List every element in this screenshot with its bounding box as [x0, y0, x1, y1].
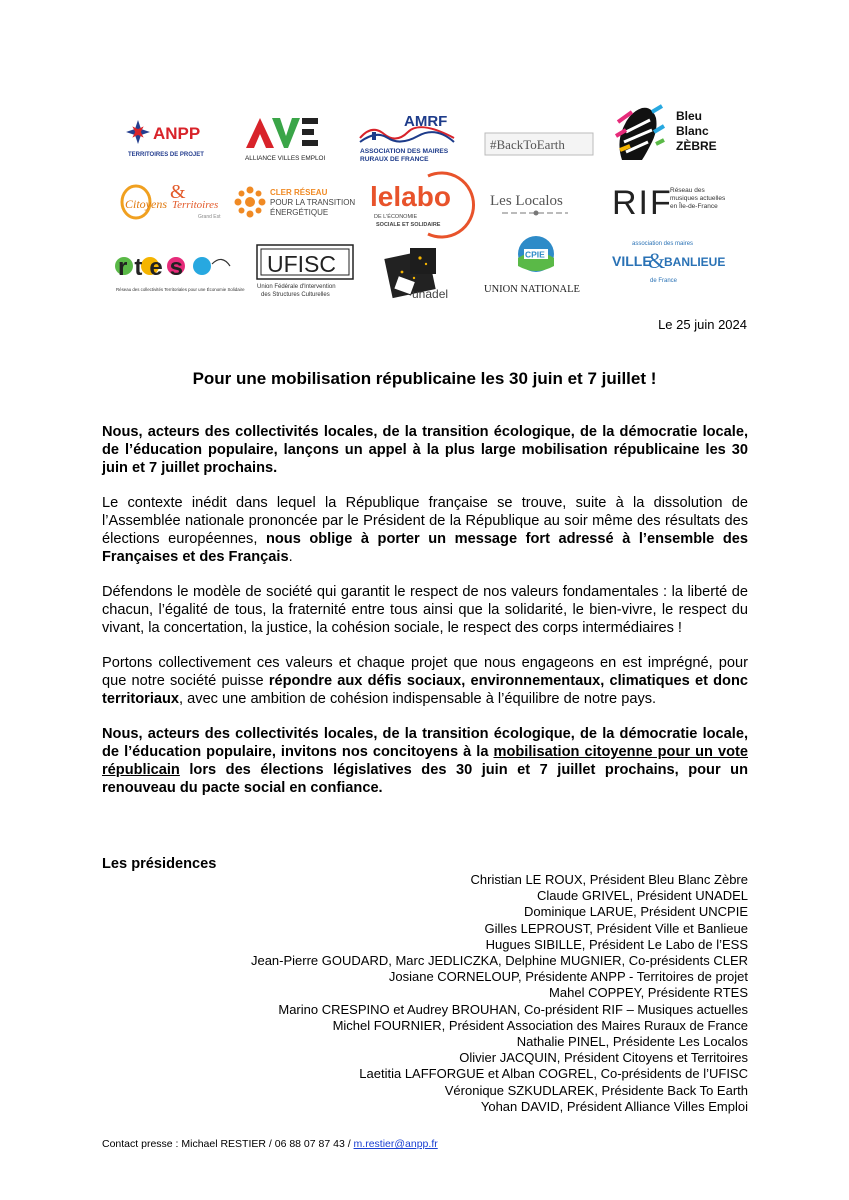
signatory: Laetitia LAFFORGUE et Alban COGREL, Co-présidents de l’UFISC	[359, 1066, 748, 1082]
labo-name1: le	[370, 181, 394, 212]
ave-subtitle: ALLIANCE VILLES EMPLOI	[245, 155, 326, 162]
bbz-line2: Blanc	[676, 124, 709, 138]
anpp-subtitle: TERRITOIRES DE PROJET	[128, 152, 204, 158]
rif-name: RIF	[612, 184, 673, 222]
anpp-logo	[125, 112, 220, 162]
signatory: Hugues SIBILLE, Président Le Labo de l’ESS	[485, 936, 748, 952]
ave-v-shape	[272, 118, 300, 148]
rif-line3: en Île-de-France	[670, 203, 718, 210]
cler-line1: CLER RÉSEAU	[270, 188, 328, 197]
unadel-logo	[382, 244, 462, 302]
paragraph-2-emphasis: nous oblige à porter un message fort adressé à l’ensemble des Françaises et des Français	[102, 531, 748, 565]
cler-sun-icon	[235, 187, 266, 218]
vb-amp: &	[648, 248, 666, 273]
presidences-heading: Les présidences	[102, 856, 217, 872]
ufisc-logo	[253, 243, 357, 299]
partner-logos	[0, 0, 849, 310]
uncpie-name: UNION NATIONALE	[484, 284, 580, 295]
back-to-earth-name: #BackToEarth	[490, 137, 565, 152]
citoyens-name1: Citoyens	[125, 197, 167, 211]
cler-logo	[232, 182, 360, 222]
citoyens-territoires-logo	[120, 180, 220, 224]
press-contact-label: Contact presse : Michael RESTIER / 06 88 07 87 43 /	[102, 1138, 354, 1150]
paragraph-3: Défendons le modèle de société qui garantit le respect de nos valeurs fondamentales : la liberté de chacun, l’égalité de tous, la fraternité entre tous ainsi que la solidarité, le bien-vivre, le respect du vivant, la concertation, la justice, la cohésion sociale, le respect des corps intermédiaires !	[102, 584, 748, 636]
press-contact-email-link[interactable]: m.restier@anpp.fr	[353, 1138, 438, 1150]
signatory: Dominique LARUE, Président UNCPIE	[524, 904, 748, 920]
bbz-line1: Bleu	[676, 109, 703, 123]
ufisc-line1: Union Fédérale d'Intervention	[257, 284, 336, 290]
unadel-name: unadel	[412, 287, 449, 301]
paragraph-4	[102, 654, 748, 708]
rif-logo	[610, 180, 734, 222]
citoyens-name2: Territoires	[172, 199, 219, 211]
document-date: Le 25 juin 2024	[658, 317, 747, 332]
rif-line2: musiques actuelles	[670, 195, 726, 202]
paragraph-5-text: Nous, acteurs des collectivités locales, de la transition écologique, de la démocratie locale, de l’éducation populaire, invitons nos concitoyens à la	[102, 726, 748, 760]
signatory: Josiane CORNELOUP, Présidente ANPP - Territoires de projet	[388, 969, 748, 985]
vb-top1: association des maires	[632, 241, 694, 247]
signatory: Mahel COPPEY, Présidente RTES	[549, 985, 748, 1001]
labo-line1: DE L'ÉCONOMIE	[374, 214, 418, 220]
labo-name2: labo	[393, 181, 451, 212]
signatory: Claude GRIVEL, Président UNADEL	[537, 888, 748, 904]
signatory: Christian LE ROUX, Président Bleu Blanc Zèbre	[470, 872, 748, 887]
back-to-earth-logo	[484, 132, 594, 156]
citoyens-region: Grand Est	[198, 214, 221, 220]
vb-name1: VILLE	[612, 253, 652, 269]
paragraph-5	[102, 725, 748, 797]
amrf-name: AMRF	[404, 113, 448, 130]
vb-bottom: de France	[650, 278, 678, 284]
signatory: Gilles LEPROUST, Président Ville et Banlieue	[484, 920, 748, 936]
ufisc-name: UFISC	[267, 251, 336, 277]
letter-body	[102, 423, 748, 814]
rtes-logo	[112, 244, 245, 298]
rif-line1: Réseau des	[670, 187, 705, 194]
labo-line2: SOCIALE ET SOLIDAIRE	[376, 222, 441, 228]
amrf-logo	[358, 108, 458, 166]
cler-line2: POUR LA TRANSITION	[270, 198, 356, 207]
page-title: Pour une mobilisation républicaine les 30 juin et 7 juillet !	[192, 369, 657, 388]
bbz-logo	[612, 102, 722, 164]
svg-text:&: &	[170, 181, 186, 203]
bbz-line3: ZÈBRE	[676, 139, 717, 153]
signatory: Nathalie PINEL, Présidente Les Localos	[516, 1034, 748, 1050]
amrf-subtitle2: RURAUX DE FRANCE	[360, 156, 429, 163]
ville-banlieue-logo	[608, 236, 726, 290]
paragraph-2-text: Le contexte inédit dans lequel la République française se trouve, suite à la dissolution de l’Assemblée nationale prononcée par le Président de la République au soir même des résultats des élections européennes,	[102, 495, 748, 547]
press-contact	[102, 1138, 438, 1150]
zebra-icon	[616, 106, 664, 160]
localos-logo	[488, 183, 588, 219]
amrf-subtitle1: ASSOCIATION DES MAIRES	[360, 148, 449, 155]
uncpie-badge: CPIE	[525, 249, 545, 260]
paragraph-5-end: lors des élections législatives des 30 juin et 7 juillet prochains, pour un renouveau du pacte social en confiance.	[102, 762, 748, 796]
paragraph-2	[102, 494, 748, 566]
vb-name2: BANLIEUE	[664, 255, 726, 269]
labo-logo	[366, 172, 466, 238]
signatories-list	[251, 872, 748, 1115]
signatory: Olivier JACQUIN, Président Citoyens et Territoires	[459, 1050, 748, 1066]
svg-text:lelabo	[370, 181, 451, 212]
signatory: Marino CRESPINO et Audrey BROUHAN, Co-président RIF – Musiques actuelles	[278, 1001, 748, 1017]
cler-line3: ÉNERGÉTIQUE	[270, 208, 329, 217]
paragraph-5-underlined: mobilisation citoyenne pour un vote républicain	[102, 744, 748, 778]
signatory: Yohan DAVID, Président Alliance Villes Emploi	[480, 1098, 748, 1114]
signatory: Michel FOURNIER, Président Association des Maires Ruraux de France	[332, 1017, 748, 1033]
signatory: Jean-Pierre GOUDARD, Marc JEDLICZKA, Delphine MUGNIER, Co-présidents CLER	[250, 953, 748, 969]
ave-a-shape	[246, 118, 274, 148]
signatory: Véronique SZKUDLAREK, Présidente Back To Earth	[444, 1082, 748, 1098]
paragraph-2-end: .	[288, 549, 293, 565]
anpp-star-icon	[126, 120, 150, 144]
rtes-subtitle: Réseau des collectivités Territoriales pour une Économie Solidaire	[116, 287, 245, 292]
ufisc-line2: des Structures Culturelles	[261, 292, 330, 298]
paragraph-4-end: , avec une ambition de cohésion indispensable à l’équilibre de notre pays.	[179, 691, 657, 707]
paragraph-1: Nous, acteurs des collectivités locales, de la transition écologique, de la démocratie locale, de l’éducation populaire, lançons un appel à la plus large mobilisation républicaine les 30 juin et 7 juillet prochains.	[102, 424, 748, 476]
rtes-name: rtes	[118, 254, 191, 281]
paragraph-4-emphasis: répondre aux défis sociaux, environnementaux, climatiques et donc territoriaux	[102, 673, 748, 707]
uncpie-logo	[480, 232, 592, 296]
anpp-name: ANPP	[153, 124, 201, 143]
paragraph-4-text: Portons collectivement ces valeurs et chaque projet que nous engageons en est imprégné, pour que notre société puisse	[102, 655, 748, 689]
localos-name: Les Localos	[490, 193, 563, 209]
ave-logo	[240, 112, 325, 164]
